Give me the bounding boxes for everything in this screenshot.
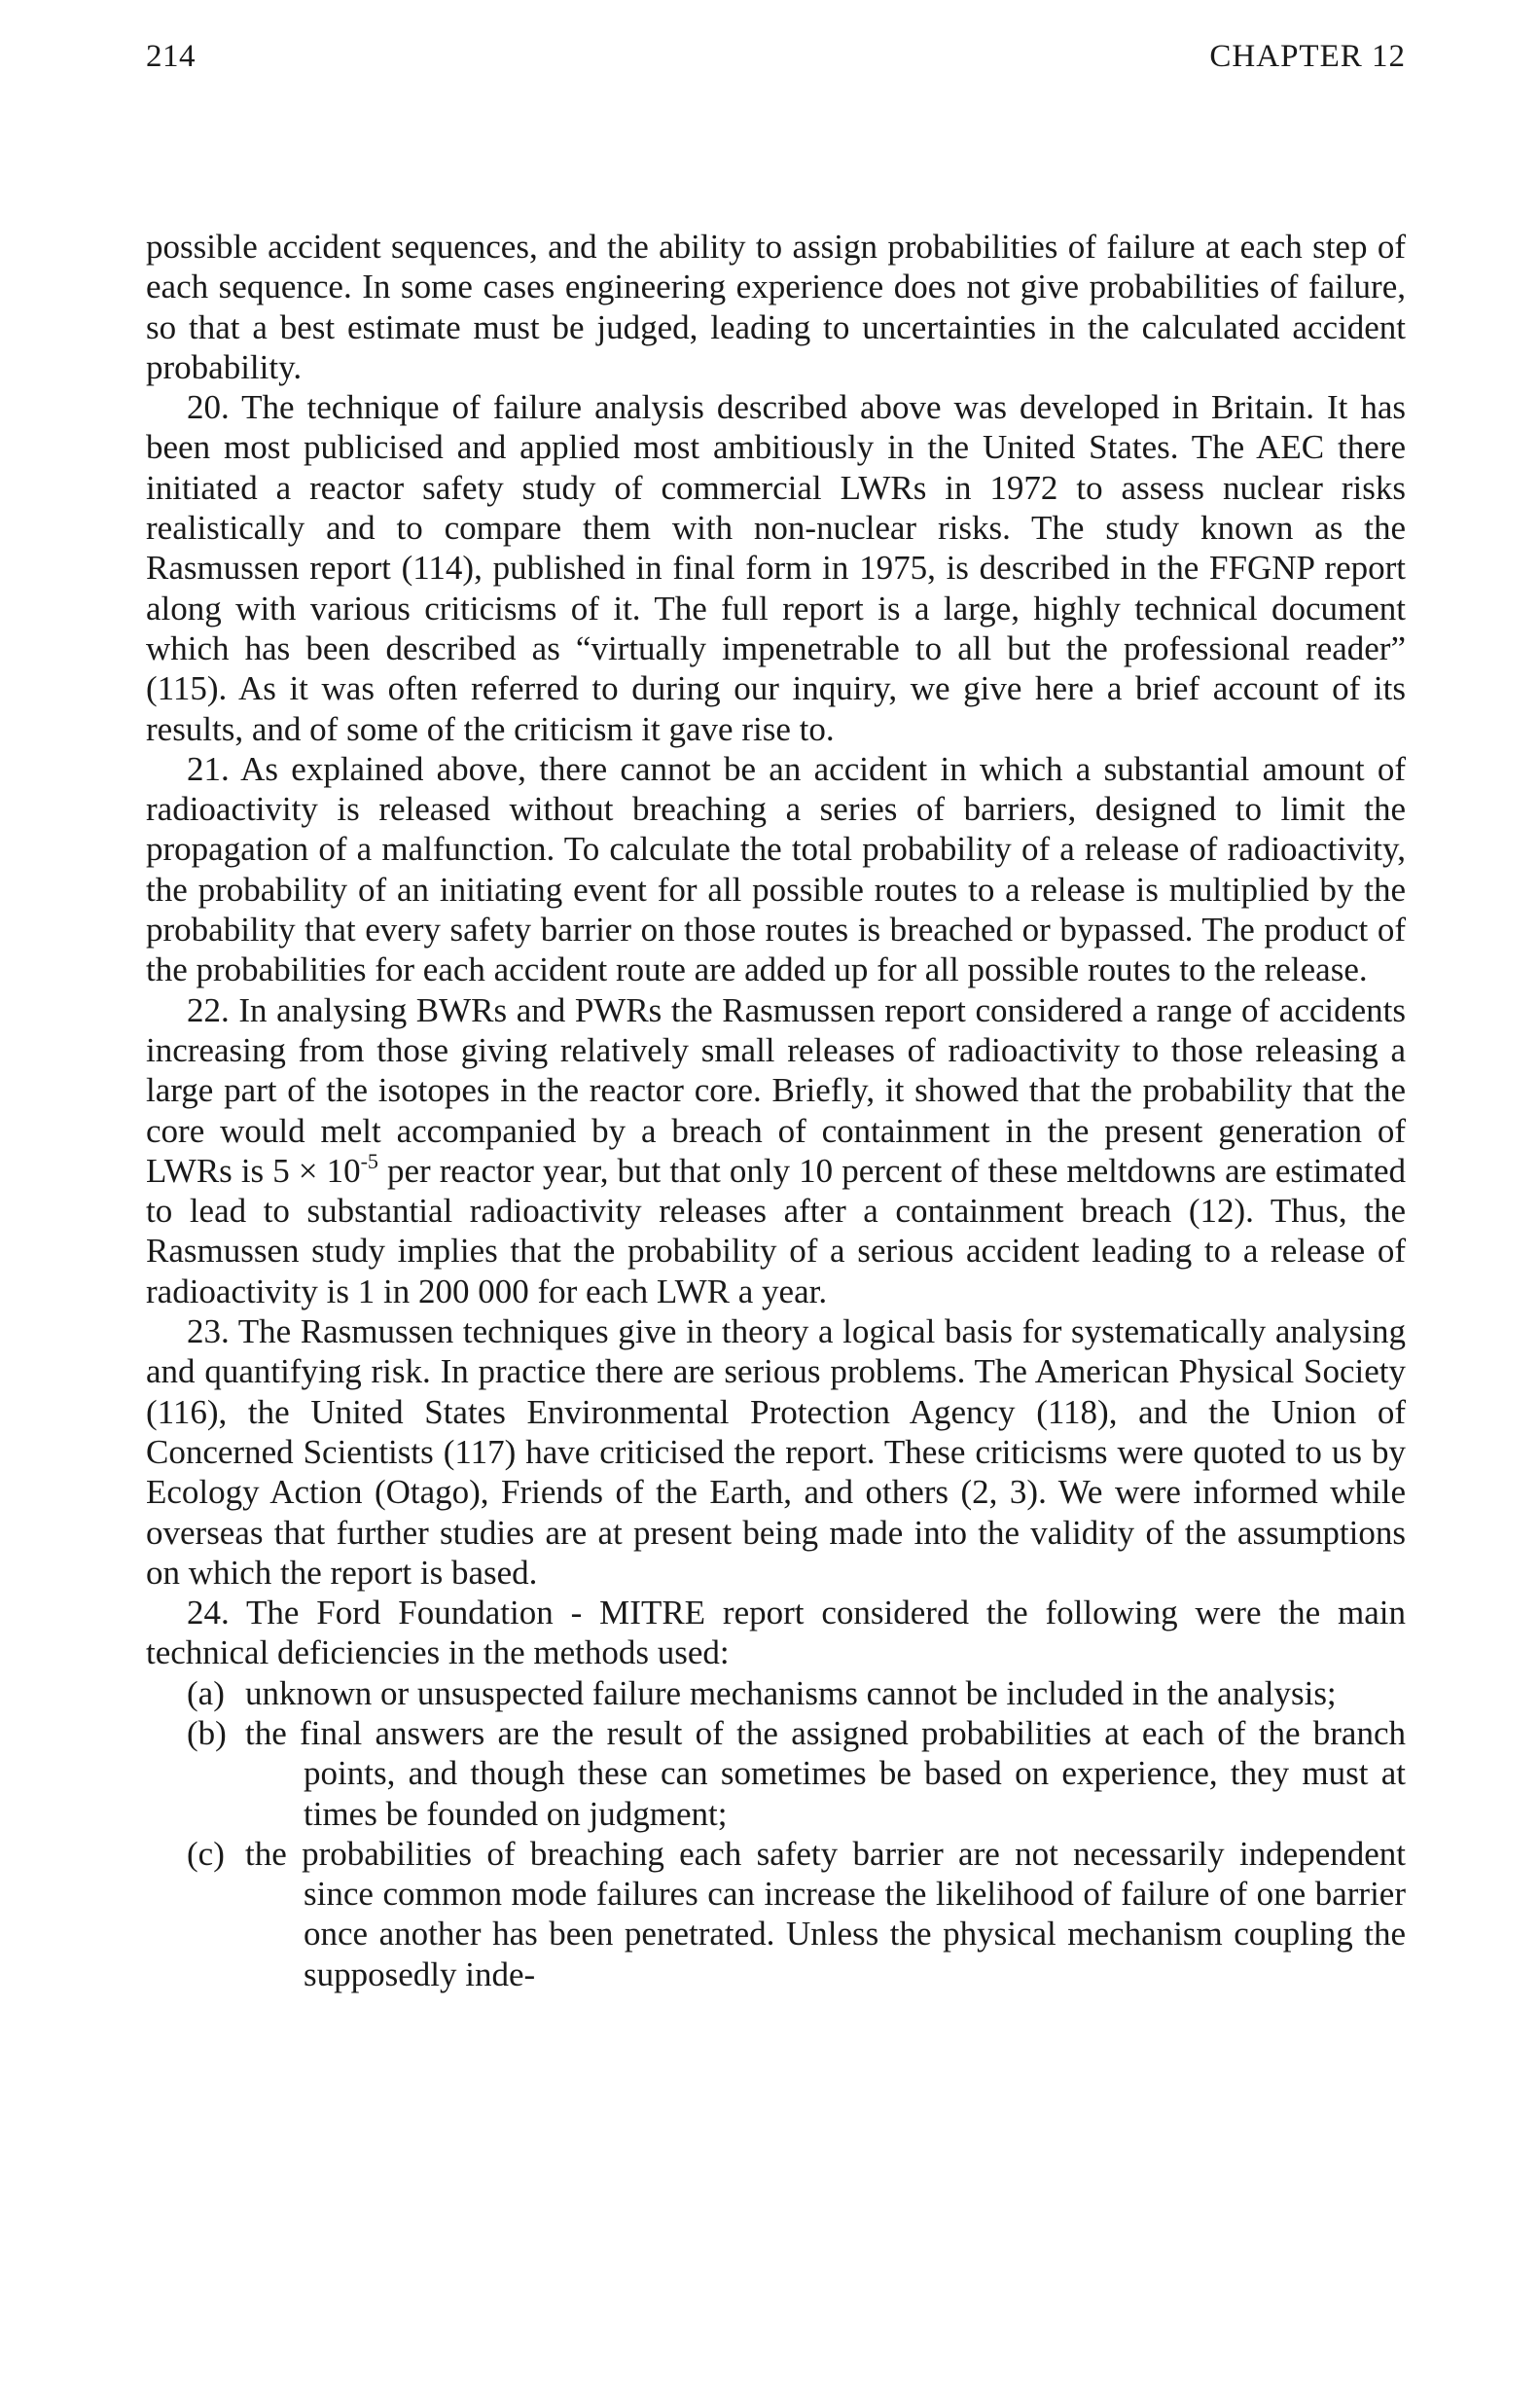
- paragraph-text-before-exponent: In analysing BWRs and PWRs the Rasmussen report considered a range of accidents increasing from those giving relatively small releases of radioactivity to those releasing a large part of the isotopes in the reactor core. Briefly, it showed that the probability that the core would melt accompanied by a breach of containment in the present generation of LWRs is 5 × 10: [146, 990, 1407, 1190]
- list-item: [146, 1834, 1406, 1994]
- paragraph-text: The Rasmussen techniques give in theory a logical basis for systematically analysing and quantifying risk. In practice there are serious problems. The American Physical Society (116), the United States Environmental Protection Agency (118), and the Union of Concerned Scientists (117) have criticised the report. These criticisms were quoted to us by Ecology Action (Otago), Friends of the Earth, and others (2, 3). We were informed while overseas that further studies are at present being made into the validity of the assumptions on which the report is based.: [146, 1312, 1407, 1592]
- paragraph-number: 20.: [187, 388, 230, 427]
- list-item-text: the probabilities of breaching each safety barrier are not necessarily independent since common mode failures can increase the likelihood of failure of one barrier once another has been penetrated. Unless the physical mechanism coupling the supposedly inde-: [245, 1834, 1406, 1993]
- list-item: [146, 1713, 1406, 1834]
- paragraph-number: 22.: [187, 990, 230, 1029]
- paragraph-24: [146, 1593, 1406, 1673]
- list-item-label: (b): [187, 1713, 227, 1752]
- list-item-label: (a): [187, 1673, 225, 1712]
- paragraph-text: possible accident sequences, and the ability to assign probabilities of failure at each step of each sequence. In some cases engineering experience does not give probabilities of failure, so that a best estimate must be judged, leading to uncertainties in the calculated accident probability.: [146, 228, 1406, 386]
- paragraph-text: As explained above, there cannot be an accident in which a substantial amount of radioactivity is released without breaching a series of barriers, designed to limit the propagation of a malfunction. To calculate the total probability of a release of radioactivity, the probability of an initiating event for all possible routes to a release is multiplied by the probability that every safety barrier on those routes is breached or bypassed. The product of the probabilities for each accident route are added up for all possible routes to the release.: [146, 749, 1406, 989]
- paragraph-text: The Ford Foundation - MITRE report considered the following were the main technical deficiencies in the methods used:: [146, 1594, 1406, 1672]
- list-item-label: (c): [187, 1834, 225, 1873]
- list-item: [146, 1673, 1406, 1713]
- list-item-text: the final answers are the result of the assigned probabilities at each of the branch points, and though these can sometimes be based on experience, they must at times be founded on judgment;: [245, 1713, 1406, 1833]
- list-item-text: unknown or unsuspected failure mechanisms cannot be included in the analysis;: [245, 1673, 1337, 1712]
- deficiency-list: [146, 1673, 1406, 1994]
- paragraph-21: [146, 749, 1406, 990]
- paragraph-number: 23.: [187, 1312, 230, 1351]
- page-number: 214: [146, 39, 196, 74]
- paragraph-text-after-exponent: per reactor year, but that only 10 percent of these meltdowns are estimated to lead to substantial radioactivity releases after a containment breach (12). Thus, the Rasmussen study implies that the probability of a serious accident leading to a release of radioactivity is 1 in 200 000 for each LWR a year.: [146, 1151, 1406, 1310]
- exponent: -5: [360, 1148, 378, 1173]
- paragraph-text: The technique of failure analysis described above was developed in Britain. It has been most publicised and applied most ambitiously in the United States. The AEC there initiated a reactor safety study of commercial LWRs in 1972 to assess nuclear risks realistically and to compare them with non-nuclear risks. The study known as the Rasmussen report (114), published in final form in 1975, is described in the FFGNP report along with various criticisms of it. The full report is a large, highly technical document which has been described as “virtually impenetrable to all but the professional reader” (115). As it was often referred to during our inquiry, we give here a brief account of its results, and of some of the criticism it gave rise to.: [146, 388, 1406, 748]
- paragraph-continued: [146, 227, 1406, 387]
- body-text: [146, 227, 1406, 1994]
- paragraph-22: [146, 990, 1406, 1311]
- paragraph-20: [146, 387, 1406, 749]
- running-header: [146, 39, 1406, 97]
- chapter-label: CHAPTER 12: [1209, 39, 1406, 74]
- paragraph-number: 21.: [187, 749, 230, 788]
- paragraph-number: 24.: [187, 1594, 230, 1632]
- paragraph-23: [146, 1311, 1406, 1593]
